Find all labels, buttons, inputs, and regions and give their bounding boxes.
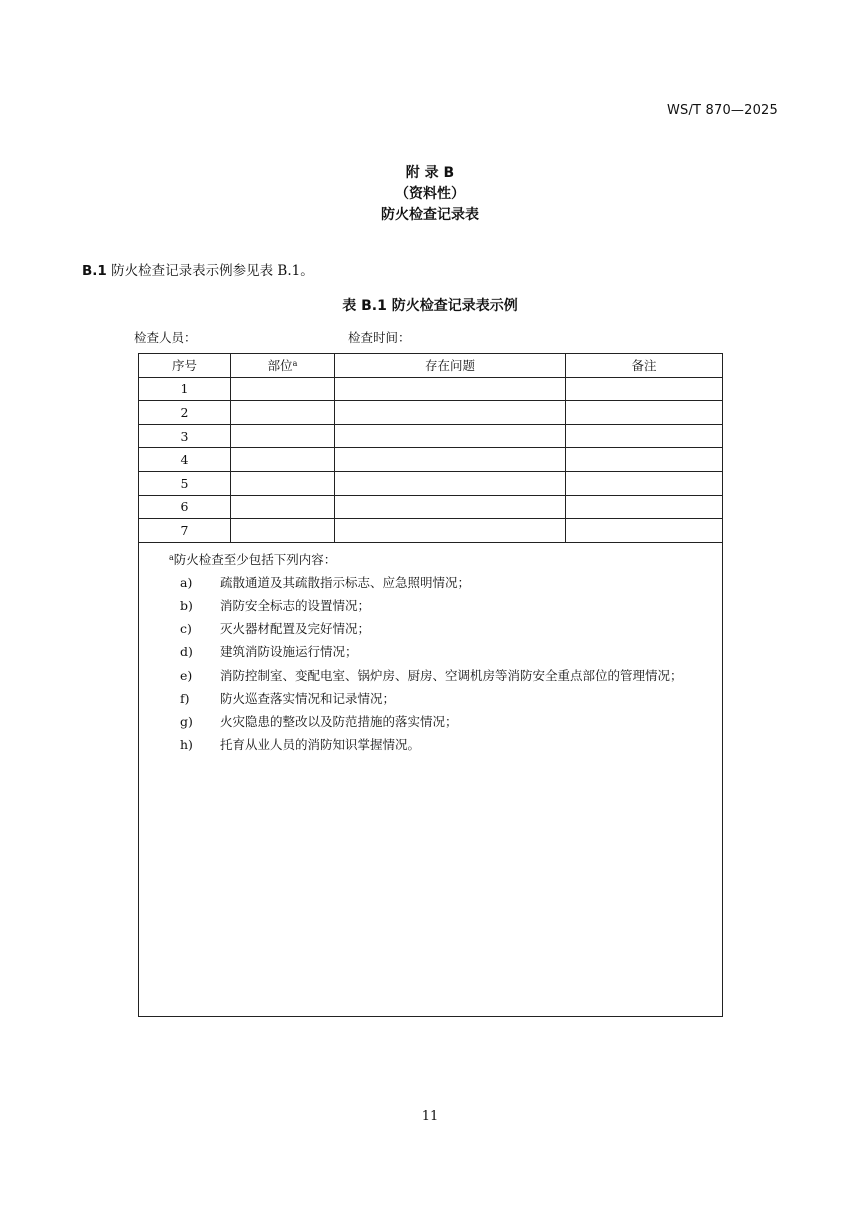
issues-cell[interactable]: [335, 377, 566, 401]
table-row: [139, 377, 723, 401]
annex-name: 防火检查记录表: [381, 207, 479, 223]
location-cell[interactable]: [231, 471, 335, 495]
issues-cell[interactable]: [335, 495, 566, 519]
footnote-intro-text: 防火检查至少包括下列内容：: [173, 551, 337, 567]
table-footnote-row: [139, 542, 723, 1016]
list-item-text: 灭火器材配置及完好情况；: [220, 621, 371, 637]
location-cell[interactable]: [231, 519, 335, 543]
list-item-marker: f): [180, 690, 190, 706]
column-header-remarks: 备注: [566, 354, 723, 378]
row-serial: 5: [139, 471, 231, 495]
intro-text: 防火检查记录表示例参见表 B.1。: [111, 263, 314, 279]
issues-cell[interactable]: [335, 448, 566, 472]
column-header-location-label: 部位: [267, 358, 293, 374]
column-header-location: [231, 354, 335, 378]
table-row: [139, 471, 723, 495]
list-item-marker: b): [180, 597, 193, 613]
row-serial: 2: [139, 401, 231, 425]
table-title: 表 B.1 防火检查记录表示例: [342, 298, 518, 314]
inspector-label: 检查人员：: [134, 330, 197, 345]
annex-nature: （资料性）: [395, 186, 465, 202]
column-header-issues: 存在问题: [335, 354, 566, 378]
list-item-text: 火灾隐患的整改以及防范措施的落实情况；: [220, 713, 458, 729]
table-footnote-cell: [139, 542, 723, 1016]
annex-heading: [0, 163, 860, 226]
issues-cell[interactable]: [335, 424, 566, 448]
table-header-row: [139, 354, 723, 378]
list-item-text: 消防安全标志的设置情况；: [220, 597, 371, 613]
list-item-marker: g): [180, 713, 193, 729]
location-cell[interactable]: [231, 377, 335, 401]
remarks-cell[interactable]: [566, 424, 723, 448]
list-item-marker: h): [180, 737, 193, 753]
row-serial: 4: [139, 448, 231, 472]
remarks-cell[interactable]: [566, 448, 723, 472]
list-item: [139, 733, 722, 756]
remarks-cell[interactable]: [566, 377, 723, 401]
intro-clause-label: B.1: [82, 263, 107, 279]
column-note-mark: a: [292, 359, 298, 369]
footnote-intro: [139, 547, 722, 571]
footnote-mark: a: [169, 552, 174, 562]
table-row: [139, 401, 723, 425]
table-row: [139, 448, 723, 472]
table-row: [139, 424, 723, 448]
list-item-text: 防火巡查落实情况和记录情况；: [220, 690, 396, 706]
page-number: 11: [421, 1109, 439, 1124]
remarks-cell[interactable]: [566, 471, 723, 495]
issues-cell[interactable]: [335, 519, 566, 543]
inspection-record-table: [138, 353, 723, 1017]
issues-cell[interactable]: [335, 401, 566, 425]
list-item-text: 建筑消防设施运行情况；: [220, 644, 358, 660]
table-row: [139, 519, 723, 543]
list-item-text: 疏散通道及其疏散指示标志、应急照明情况；: [220, 574, 471, 590]
list-item: [139, 687, 722, 710]
location-cell[interactable]: [231, 495, 335, 519]
list-item: [139, 617, 722, 640]
remarks-cell[interactable]: [566, 495, 723, 519]
issues-cell[interactable]: [335, 471, 566, 495]
standard-code: WS/T 870—2025: [666, 103, 778, 118]
inspection-time-label: 检查时间：: [348, 330, 411, 345]
list-item-marker: a): [180, 574, 193, 590]
list-item: [139, 640, 722, 663]
annex-title: 附 录 B: [405, 165, 455, 181]
row-serial: 6: [139, 495, 231, 519]
list-item: [139, 571, 722, 594]
location-cell[interactable]: [231, 401, 335, 425]
remarks-cell[interactable]: [566, 519, 723, 543]
list-item: [139, 664, 722, 687]
location-cell[interactable]: [231, 448, 335, 472]
list-item-marker: d): [180, 644, 193, 660]
location-cell[interactable]: [231, 424, 335, 448]
list-item: [139, 710, 722, 733]
intro-paragraph: [82, 259, 314, 279]
list-item-text: 托育从业人员的消防知识掌握情况。: [220, 737, 421, 753]
row-serial: 1: [139, 377, 231, 401]
remarks-cell[interactable]: [566, 401, 723, 425]
list-item: [139, 594, 722, 617]
row-serial: 3: [139, 424, 231, 448]
list-item-text: 消防控制室、变配电室、锅炉房、厨房、空调机房等消防安全重点部位的管理情况；: [220, 667, 683, 683]
column-header-serial: 序号: [139, 354, 231, 378]
row-serial: 7: [139, 519, 231, 543]
table-row: [139, 495, 723, 519]
list-item-marker: e): [180, 667, 193, 683]
list-item-marker: c): [180, 621, 192, 637]
